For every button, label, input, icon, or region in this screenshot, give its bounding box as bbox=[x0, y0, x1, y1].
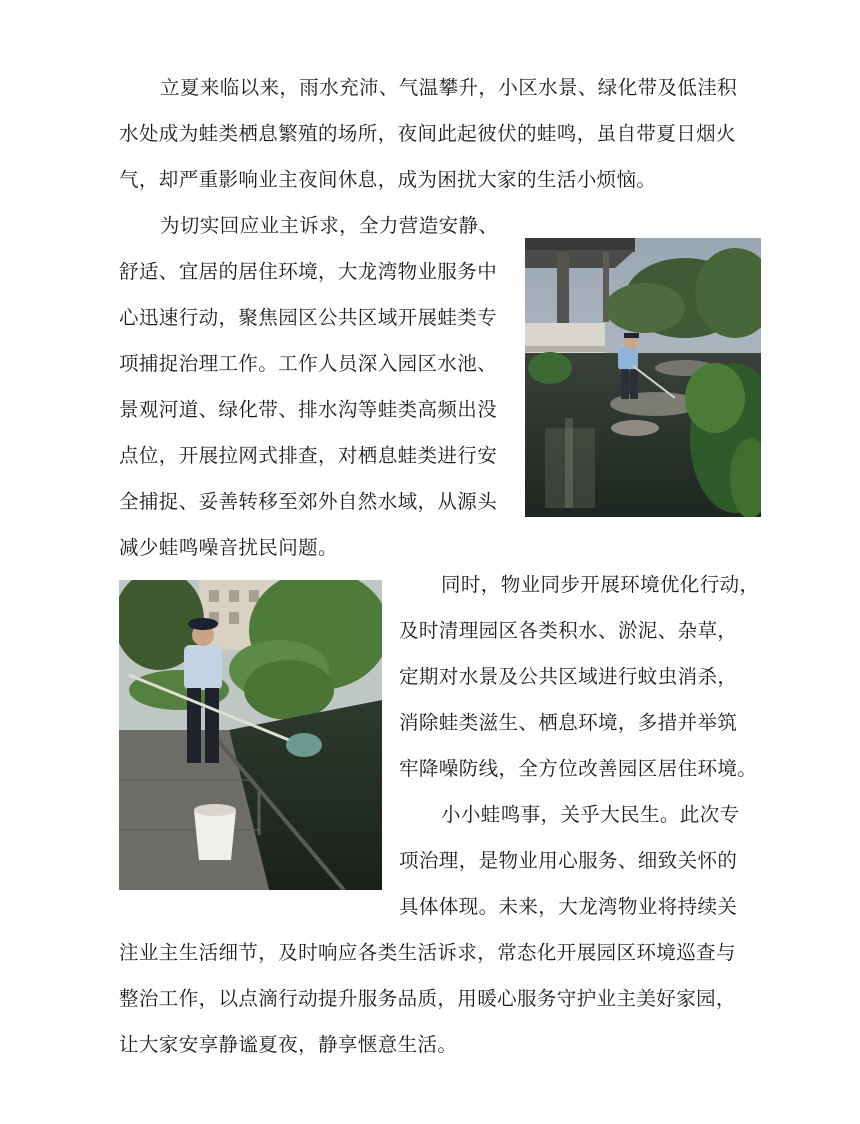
paragraph-4-line: 小小蛙鸣事，关乎大民生。此次专 bbox=[441, 803, 740, 826]
paragraph-2-line: 景观河道、绿化带、排水沟等蛙类高频出没 bbox=[119, 398, 498, 421]
paragraph-2-line: 项捕捉治理工作。工作人员深入园区水池、 bbox=[119, 352, 498, 375]
paragraph-2-line: 舒适、宜居的居住环境，大龙湾物业服务中 bbox=[119, 260, 498, 283]
paragraph-3-line: 消除蛙类滋生、栖息环境，多措并举筑 bbox=[399, 711, 738, 734]
paragraph-4-line: 整治工作，以点滴行动提升服务品质，用暖心服务守护业主美好家园， bbox=[119, 987, 736, 1010]
paragraph-3-line: 及时清理园区各类积水、淤泥、杂草， bbox=[399, 619, 738, 642]
paragraph-2-line: 心迅速行动，聚焦园区公共区域开展蛙类专 bbox=[119, 306, 498, 329]
paragraph-1-line: 水处成为蛙类栖息繁殖的场所，夜间此起彼伏的蛙鸣，虽自带夏日烟火 bbox=[119, 122, 736, 145]
photo-worker-net-by-railing bbox=[119, 580, 382, 890]
paragraph-2-line: 全捕捉、妥善转移至郊外自然水域，从源头 bbox=[119, 490, 498, 513]
paragraph-2-line: 为切实回应业主诉求，全力营造安静、 bbox=[160, 214, 499, 237]
photo-worker-catching-frogs-pond bbox=[525, 238, 761, 517]
paragraph-4-line: 让大家安享静谧夏夜，静享惬意生活。 bbox=[119, 1033, 458, 1056]
paragraph-4-line: 注业主生活细节，及时响应各类生活诉求，常态化开展园区环境巡查与 bbox=[119, 941, 736, 964]
paragraph-2-line: 减少蛙鸣噪音扰民问题。 bbox=[119, 536, 338, 559]
paragraph-4-line: 项治理，是物业用心服务、细致关怀的 bbox=[399, 849, 738, 872]
paragraph-1-line: 气，却严重影响业主夜间休息，成为困扰大家的生活小烦恼。 bbox=[119, 168, 657, 191]
paragraph-3-line: 定期对水景及公共区域进行蚊虫消杀， bbox=[399, 665, 738, 688]
paragraph-2-line: 点位，开展拉网式排查，对栖息蛙类进行安 bbox=[119, 444, 498, 467]
paragraph-4-line: 具体体现。未来，大龙湾物业将持续关 bbox=[399, 895, 738, 918]
paragraph-3-line: 同时，物业同步开展环境优化行动， bbox=[441, 573, 760, 596]
paragraph-3-line: 牢降噪防线，全方位改善园区居住环境。 bbox=[399, 757, 758, 780]
paragraph-1-line: 立夏来临以来，雨水充沛、气温攀升，小区水景、绿化带及低洼积 bbox=[160, 76, 738, 99]
